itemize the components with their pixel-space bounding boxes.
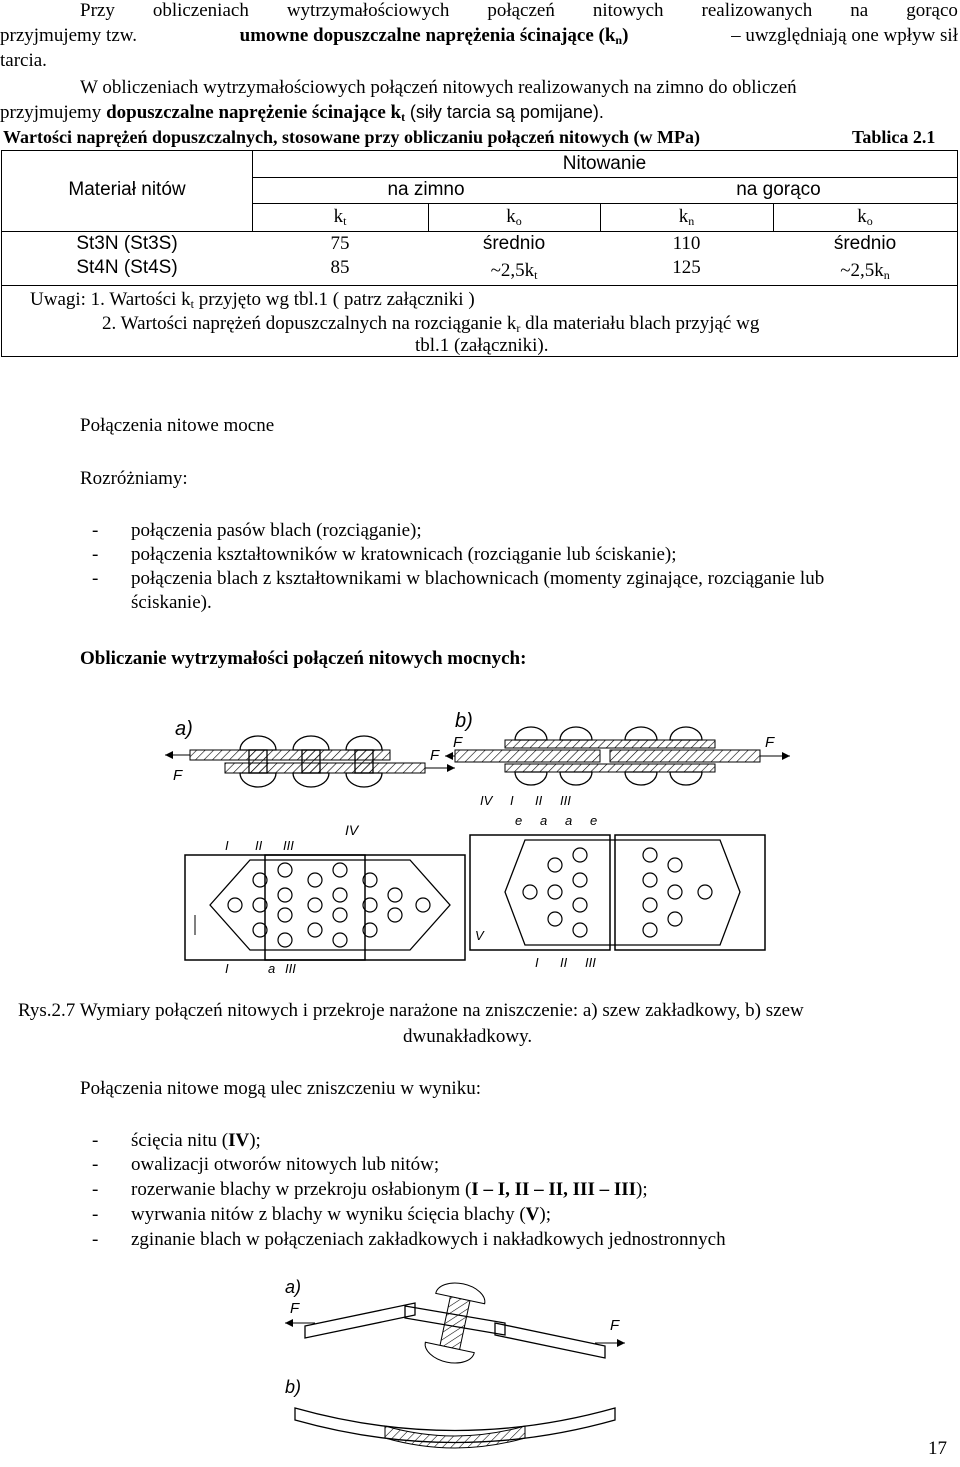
intro-p1-line2 bbox=[0, 25, 958, 51]
list-item: zginanie blach w połączeniach zakładkowych i nakładkowych jednostronnych bbox=[131, 1229, 726, 1250]
header-na-goraco: na gorąco bbox=[736, 179, 821, 200]
label-F: F bbox=[610, 1317, 620, 1334]
label-a: a) bbox=[175, 718, 193, 740]
table-caption: Wartości naprężeń dopuszczalnych, stosowane przy obliczaniu połączeń nitowych (w MPa) bbox=[3, 127, 700, 147]
list-dash: - bbox=[92, 1204, 99, 1225]
bold-term: umowne dopuszczalne naprężenia ścinające $(k_n)$ bbox=[239, 25, 629, 47]
row-ko-hot: średnio bbox=[833, 233, 897, 254]
damage-list bbox=[0, 1130, 960, 1255]
label-I: I bbox=[535, 955, 539, 970]
row-ko-cold: średnio bbox=[482, 233, 546, 254]
row-ko-cold-value: $\sim 2,5k_t$ bbox=[490, 260, 538, 282]
table-note-2: 2. Wartości naprężeń dopuszczalnych na rozciąganie $k_r$ dla materiału blach przyjąć wg bbox=[102, 313, 760, 335]
label-I: I bbox=[225, 961, 229, 975]
list-dash: - bbox=[92, 1154, 99, 1175]
figure-bending bbox=[265, 1268, 645, 1458]
header-kn: $k_n$ bbox=[678, 206, 695, 228]
section2-heading: Obliczanie wytrzymałości połączeń nitowych mocnych: bbox=[80, 648, 527, 669]
text: przyjmujemy tzw. bbox=[0, 25, 138, 46]
list-item: owalizacji otworów nitowych lub nitów; bbox=[131, 1154, 440, 1175]
header-ko-cold: $k_o$ bbox=[506, 206, 522, 228]
list-item: ściskanie). bbox=[131, 592, 212, 613]
damage-intro: Połączenia nitowe mogą ulec zniszczeniu w wyniku: bbox=[80, 1078, 481, 1099]
label-II: II bbox=[535, 793, 543, 808]
rozrozniamy: Rozróżniamy: bbox=[80, 468, 188, 489]
label-a-dim: a bbox=[565, 813, 573, 828]
list-dash: - bbox=[92, 1229, 99, 1250]
list-item: połączenia pasów blach (rozciąganie); bbox=[131, 520, 422, 541]
table-note-1: Uwagi: 1. Wartości $k_t$ przyjęto wg tbl.1 ( patrz załączniki ) bbox=[30, 289, 475, 311]
label-III: III bbox=[560, 793, 571, 808]
list-item: wyrwania nitów z blachy w wyniku ścięcia blachy (V); bbox=[131, 1204, 551, 1225]
label-II: II bbox=[560, 955, 568, 970]
label-b: b) bbox=[455, 710, 473, 732]
intro-p2-line1: W obliczeniach wytrzymałościowych połączeń nitowych realizowanych na zimno do obliczeń bbox=[80, 77, 797, 98]
intro-p1-line3: tarcia. bbox=[0, 50, 47, 71]
intro-p2-line2: przyjmujemy dopuszczalne naprężenie ścinające $k_t$ (siły tarcia są pomijane). bbox=[0, 102, 604, 124]
header-na-zimno: na zimno bbox=[387, 179, 465, 200]
label-a-dim: a bbox=[540, 813, 548, 828]
list-item: rozerwanie blachy w przekroju osłabionym (I – I, II – II, III – III); bbox=[131, 1179, 648, 1200]
word: połączeń bbox=[487, 0, 555, 21]
list-item: ścięcia nitu (IV); bbox=[131, 1130, 261, 1151]
section1-list bbox=[0, 520, 960, 620]
word: realizowanych bbox=[701, 0, 813, 21]
label-I: I bbox=[510, 793, 514, 808]
label-b: b) bbox=[285, 1377, 302, 1397]
label-I: I bbox=[225, 838, 229, 853]
list-dash: - bbox=[92, 520, 99, 541]
label-a-dim: a bbox=[268, 961, 276, 975]
label-F: F bbox=[430, 747, 440, 764]
intro-p1-line1 bbox=[80, 0, 958, 22]
label-a: a) bbox=[285, 1277, 302, 1297]
row-kt: 75 bbox=[330, 233, 350, 254]
figure-rivet-joints bbox=[165, 705, 795, 975]
label-F: F bbox=[765, 734, 775, 751]
label-e: e bbox=[515, 813, 523, 828]
word: nitowych bbox=[592, 0, 664, 21]
header-nitowanie: Nitowanie bbox=[562, 153, 647, 174]
row-kt: 85 bbox=[330, 257, 350, 278]
label-F: F bbox=[173, 767, 183, 784]
header-material: Materiał nitów bbox=[68, 179, 186, 200]
label-V: V bbox=[475, 928, 484, 943]
label-IV: IV bbox=[345, 822, 359, 838]
row-material: St4N (St4S) bbox=[76, 257, 178, 278]
table-note-2-cont: tbl.1 (załączniki). bbox=[415, 335, 549, 356]
word: na bbox=[850, 0, 869, 21]
row-kn: 125 bbox=[672, 257, 701, 278]
word: gorąco bbox=[906, 0, 958, 21]
stress-table bbox=[1, 150, 958, 357]
label-III: III bbox=[585, 955, 596, 970]
row-ko-hot-value: $\sim 2,5k_n$ bbox=[840, 260, 890, 282]
list-item: połączenia blach z kształtownikami w blachownicach (momenty zginające, rozciąganie lub bbox=[131, 568, 825, 589]
word: Przy bbox=[80, 0, 115, 21]
word: wytrzymałościowych bbox=[286, 0, 450, 21]
label-III: III bbox=[285, 961, 296, 975]
list-item: połączenia kształtowników w kratownicach (rozciąganie lub ściskanie); bbox=[131, 544, 677, 565]
header-ko-hot: $k_o$ bbox=[857, 206, 873, 228]
label-IV: IV bbox=[480, 793, 493, 808]
list-dash: - bbox=[92, 1130, 99, 1151]
label-e: e bbox=[590, 813, 598, 828]
row-material: St3N (St3S) bbox=[76, 233, 178, 254]
label-F: F bbox=[290, 1300, 300, 1317]
row-kn: 110 bbox=[672, 233, 701, 254]
label-F: F bbox=[453, 734, 463, 751]
figure1-caption-1: Rys.2.7 Wymiary połączeń nitowych i przekroje narażone na zniszczenie: a) szew zakładkowy, b) szew bbox=[18, 1000, 804, 1021]
list-dash: - bbox=[92, 544, 99, 565]
page-number: 17 bbox=[928, 1438, 947, 1459]
table-label: Tablica 2.1 bbox=[852, 127, 936, 147]
label-III: III bbox=[283, 838, 294, 853]
label-II: II bbox=[255, 838, 263, 853]
header-kt: $k_t$ bbox=[333, 206, 347, 228]
text: – uwzględniają one wpływ sił bbox=[731, 25, 958, 46]
figure1-caption-2: dwunakładkowy. bbox=[403, 1026, 533, 1047]
list-dash: - bbox=[92, 1179, 99, 1200]
section-heading: Połączenia nitowe mocne bbox=[80, 415, 275, 436]
word: obliczeniach bbox=[152, 0, 249, 21]
list-dash: - bbox=[92, 568, 99, 589]
